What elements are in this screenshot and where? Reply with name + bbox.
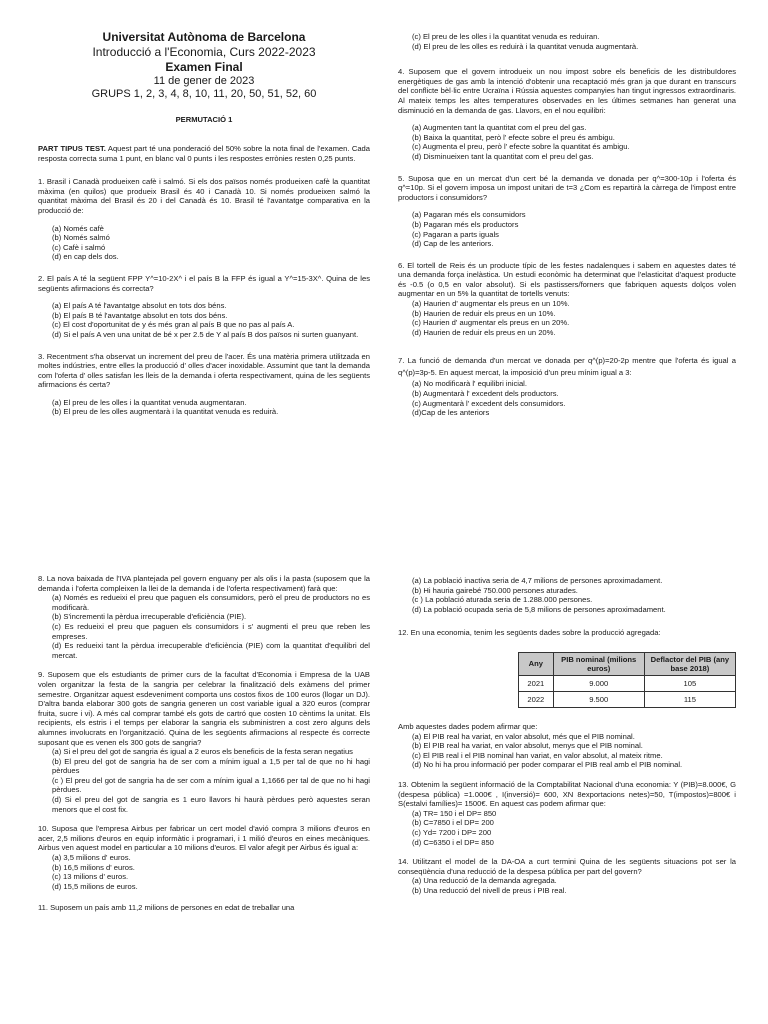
exam-date: 11 de gener de 2023 (153, 75, 255, 87)
question-7-option-b: (b) Augmentarà l' excedent dels productors. (412, 389, 559, 399)
question-3-text: 3. Recentment s'ha observat un increment del preu de l'acer. És una matèria primera utilitzada en moltes indústries, entre elles la producció d' olles d'acer inoxidable. Assumint que tant la demanda com l'oferta d' olles satisfan les lleis de la demanda i oferta respectivament, quina de les següents afirmacions és certa? (38, 351, 370, 390)
question-11-option-c: (c ) La població aturada seria de 1.288.000 persones. (412, 595, 593, 605)
question-3-option-b: (b) El preu de les olles augmentarà i la quantitat venuda es reduirà. (52, 407, 279, 417)
question-8-option-d: (d) Es redueixi tant la pèrdua irrecuperable d'eficiència (PIE) com la quantitat d'equilibri del mercat. (52, 641, 370, 660)
question-1-option-c: (c) Cafè i salmó (52, 242, 106, 252)
question-4-option-c: (c) Augmenta el preu, però l' efecte sobre la quantitat és ambigu. (412, 142, 630, 152)
question-3-option-c: (c) El preu de les olles i la quantitat venuda es reduiran. (412, 32, 600, 41)
intro-paragraph (38, 144, 370, 163)
question-9-option-a: (a) Si el preu del got de sangria és igual a 2 euros els beneficis de la festa seran negatius (52, 747, 353, 757)
table-row (519, 675, 736, 691)
question-8-option-a: (a) Només es redueixi el preu que paguen els consumidors, però el preu de productors no es modificarà. (52, 593, 370, 612)
gdp-table-header-year: Any (519, 652, 554, 675)
question-13-option-b: (b) C=7850 i el DP= 200 (412, 818, 494, 828)
question-6-option-a: (a) Haurien d' augmentar els preus en un 10%. (412, 299, 570, 309)
question-10-option-c: (c) 13 milions d' euros. (52, 872, 129, 882)
question-7-option-c: (c) Augmentarà l' excedent dels consumidors. (412, 398, 566, 408)
question-10-text: 10. Suposa que l'empresa Airbus per fabricar un cert model d'avió compra 3 milions d'euros en acer, 2,5 milions d'euros en equip informàtic i programari, i 1 milió d'euros en eines mecàniques. Airbus ven aquest model en particular a 10 milions d'euros. El valor afegit per Airbus és igual a: (38, 824, 370, 853)
question-14-text: 14. Utilitzant el model de la DA-OA a curt termini Quina de les següents situacions pot ser la conseqüència d'una reducció de la despesa pública per part del govern? (398, 857, 736, 876)
question-6-option-b: (b) Haurien de reduir els preus en un 10%. (412, 308, 556, 318)
question-1-option-b: (b) Només salmó (52, 233, 110, 243)
table-cell: 115 (644, 691, 735, 707)
question-11-text: 11. Suposem un país amb 11,2 milions de persones en edat de treballar una (38, 903, 295, 913)
table-cell: 2021 (519, 675, 554, 691)
question-12-text: 12. En una economia, tenim les següents dades sobre la producció agregada: (398, 628, 661, 638)
question-7-option-d: (d)Cap de les anteriors (412, 408, 490, 418)
university-title: Universitat Autònoma de Barcelona (102, 30, 306, 44)
table-cell: 9.000 (553, 675, 644, 691)
question-14-option-a: (a) Una reducció de la demanda agregada. (412, 876, 557, 886)
question-8-option-c: (c) Es redueixi el preu que paguen els consumidors i s' augmenti el preu que reben les empreses. (52, 621, 370, 641)
question-5-option-c: (c) Pagaran a parts iguals (412, 229, 499, 239)
question-13-option-d: (d) C=6350 i el DP= 850 (412, 837, 494, 847)
permutation-label: PERMUTACIÓ 1 (175, 115, 233, 124)
gdp-table-header-deflator: Deflactor del PIB (any base 2018) (644, 652, 735, 675)
question-12-lead: Amb aquestes dades podem afirmar que: (398, 721, 538, 731)
question-10-option-a: (a) 3,5 milions d' euros. (52, 853, 131, 863)
course-title: Introducció a l'Economia, Curs 2022-2023 (92, 45, 316, 59)
table-cell: 9.500 (553, 691, 644, 707)
question-2-option-c: (c) El cost d'oportunitat de y és més gran al país B que no pas al país A. (52, 320, 295, 330)
question-4-text: 4. Suposem que el govern introdueix un nou impost sobre els beneficis de les distribuïdores energètiques de gas amb la intenció d'obtenir una recaptació més gran ja que durant en transcurs del conflicte bèl·lic entre Ucraïna i Rússia aquestes companyies han tingut ingressos extraordinaris. Al mateix temps les altes temperatures observades en les últimes setmanes han generat una disminució en la demanda de gas. Llavors, en el nou equilibri: (398, 67, 736, 115)
question-8-text: 8. La nova baixada de l'IVA plantejada pel govern enguany per als olis i la pasta (suposem que la demanda i l'oferta compleixen la llei de la demanda i de l'oferta respectivament) farà que: (38, 574, 370, 593)
question-13-option-c: (c) Yd= 7200 i DP= 200 (412, 827, 492, 837)
question-2-option-d: (d) Si el país A ven una unitat de bé x per 2.5 de Y al país B dos països ni surten guanyant. (52, 329, 359, 339)
table-row (519, 691, 736, 707)
question-4-option-a: (a) Augmenten tant la quantitat com el preu del gas. (412, 123, 587, 133)
question-12-option-b: (b) El PIB real ha variat, en valor absolut, menys que el PIB nominal. (412, 741, 643, 751)
question-1-option-a: (a) Només cafè (52, 223, 104, 233)
page-2-left-column (38, 574, 370, 913)
question-11-option-d: (d) La població ocupada seria de 5,8 milions de persones aproximadament. (412, 604, 666, 614)
page-1-right-column (398, 32, 736, 418)
question-1-option-d: (d) en cap dels dos. (52, 252, 119, 262)
question-2-text: 2. El país A té la següent FPP Y^=10-2X^ i el país B la FFP és igual a Y^=15-3X^. Quina de les següents afirmacions és correcta? (38, 273, 370, 293)
question-12-option-a: (a) El PIB real ha variat, en valor absolut, més que el PIB nominal. (412, 731, 635, 741)
question-10-option-d: (d) 15,5 milions de euros. (52, 881, 138, 891)
question-4-option-d: (d) Disminueixen tant la quantitat com el preu del gas. (412, 151, 594, 161)
question-12-option-c: (c) El PIB real i el PIB nominal han variat, en valor absolut, al mateix ritme. (412, 750, 663, 760)
exam-groups: GRUPS 1, 2, 3, 4, 8, 10, 11, 20, 50, 51, 52, 60 (91, 88, 317, 100)
question-9-text: 9. Suposem que els estudiants de primer curs de la facultat d'Economia i Empresa de la UAB volen organitzar la festa de la sangria per celebrar la finalització dels exàmens del primer semestre. Organitzar aquest esdeveniment comporta uns costos fixos de 100 euros (llogar un DJ). D'altra banda elaborar 300 gots de sangria generen un cost variable igual a 320 euros (comprar fruita, sucre i vi). A més cal comprar també els gots de cartró que costen 10 cèntims la unitat. Els recipients, els estris i el temps per elaborar la sangria els subministren a cost zero alguns dels alumnes involucrats en l'organització. Quina de les següents afirmacions al respecte és correcte suposant que es venen els 300 gots de sangria? (38, 670, 370, 747)
question-13-text: 13. Obtenim la següent informació de la Comptabilitat Nacional d'una economia: Y (PIB)=8.000€, G (despesa pública) =1.000€ , I(inversió)= 600, XN 8exportacions netes)=50, T(impostos)=800€ i S(estalvi famílies)= 1500€. En aquest cas podem afirmar que: (398, 779, 736, 809)
table-cell: 105 (644, 675, 735, 691)
table-cell: 2022 (519, 691, 554, 707)
question-3-option-d: (d) El preu de les olles es reduirà i la quantitat venuda augmentarà. (412, 41, 639, 51)
page-2-right-column (398, 576, 736, 895)
question-10-option-b: (b) 16,5 milions d' euros. (52, 862, 135, 872)
question-7-option-a: (a) No modificarà l' equilibri inicial. (412, 379, 527, 389)
question-5-option-d: (d) Cap de les anteriors. (412, 239, 494, 249)
question-14-option-b: (b) Una reducció del nivell de preus i PIB real. (412, 885, 567, 895)
page-1-left-column (38, 30, 370, 417)
question-6-option-c: (c) Haurien d' augmentar els preus en un 20%. (412, 318, 570, 328)
question-11-option-a: (a) La població inactiva seria de 4,7 milions de persones aproximadament. (412, 576, 663, 585)
intro-text: Aquest part té una ponderació del 50% sobre la nota final de l'examen. Cada resposta correcta suma 1 punt, en blanc val 0 punts i les respostes errònies resten 0,25 punts. (38, 144, 370, 163)
intro-bold: PART TIPUS TEST. (38, 144, 106, 153)
question-9-option-c: (c ) El preu del got de sangria ha de ser com a mínim igual a 1,1666 per tal de que no hi hagi pèrdues. (52, 775, 370, 795)
question-9-option-b: (b) El preu del got de sangria ha de ser com a mínim igual a 1,5 per tal de que no hi hagi pèrdues (52, 756, 370, 776)
gdp-table-header-nominal: PIB nominal (milions euros) (553, 652, 644, 675)
gdp-table (518, 652, 736, 708)
question-5-option-b: (b) Pagaran més els productors (412, 219, 519, 229)
question-12-option-d: (d) No hi ha prou informació per poder comparar el PIB real amb el PIB nominal. (412, 760, 683, 770)
question-8-option-b: (b) S'incrementi la pèrdua irrecuperable d'eficiència (PIE). (52, 612, 247, 622)
question-11-option-b: (b) Hi hauria gairebé 750.000 persones aturades. (412, 585, 578, 595)
question-6-option-d: (d) Haurien de reduir els preus en un 20%. (412, 327, 556, 337)
question-2-option-a: (a) El país A té l'avantatge absolut en tots dos béns. (52, 301, 227, 311)
question-3-option-a: (a) El preu de les olles i la quantitat venuda augmentaran. (52, 397, 247, 407)
question-5-option-a: (a) Pagaran més els consumidors (412, 210, 526, 220)
question-1-text: 1. Brasil i Canadà produeixen cafè i salmó. Si els dos països només produeixen cafè la quantitat màxima (en quilos) que produeix Brasil és 40 i Canadà 10. Si només produeixen salmó la quantitat màxima del Brasil és 20 i del Canadà és 10. Brasil té l'avantatge comparativa en la producció de: (38, 177, 370, 215)
page-2 (0, 574, 768, 1024)
question-6-text: 6. El tortell de Reis és un producte típic de les festes nadalenques i sabem en aquestes dates té una demanda força inelàstica. Un estudi econòmic ha determinat que l'elasticitat d'aquest producte és -0.5 (o 0,5 en valor absolut). Si els pastissers/forners que fabriquen aquests dolços volen augmentar en un 5% la quantitat de tortells venuts: (398, 260, 736, 299)
question-2-option-b: (b) El país B té l'avantatge absolut en tots dos béns. (52, 310, 228, 320)
question-9-option-d: (d) Si el preu del got de sangria es 1 euro llavors hi haurà pèrdues però aquestes seran menors que el cost fix. (52, 795, 370, 814)
question-13-option-a: (a) TR= 150 i el DP= 850 (412, 808, 497, 818)
question-5-text: 5. Suposa que en un mercat d'un cert bé la demanda ve donada per q^=300-10p i l'oferta és q^=10p. Si el govern imposa un impost unitari de t=3 ¿Com es repartirà la càrrega de l'impost entre productors i consumidors? (398, 173, 736, 202)
question-7-text: 7. La funció de demanda d'un mercat ve donada per q^(p)=20-2p mentre que l'oferta és igual a q^(p)=3p-5. En aquest mercat, la imposició d'un preu mínim igual a 3: (398, 356, 736, 378)
exam-title: Examen Final (165, 60, 243, 74)
question-4-option-b: (b) Baixa la quantitat, però l' efecte sobre el preu és ambigu. (412, 132, 615, 142)
gdp-table-header-row (519, 652, 736, 675)
